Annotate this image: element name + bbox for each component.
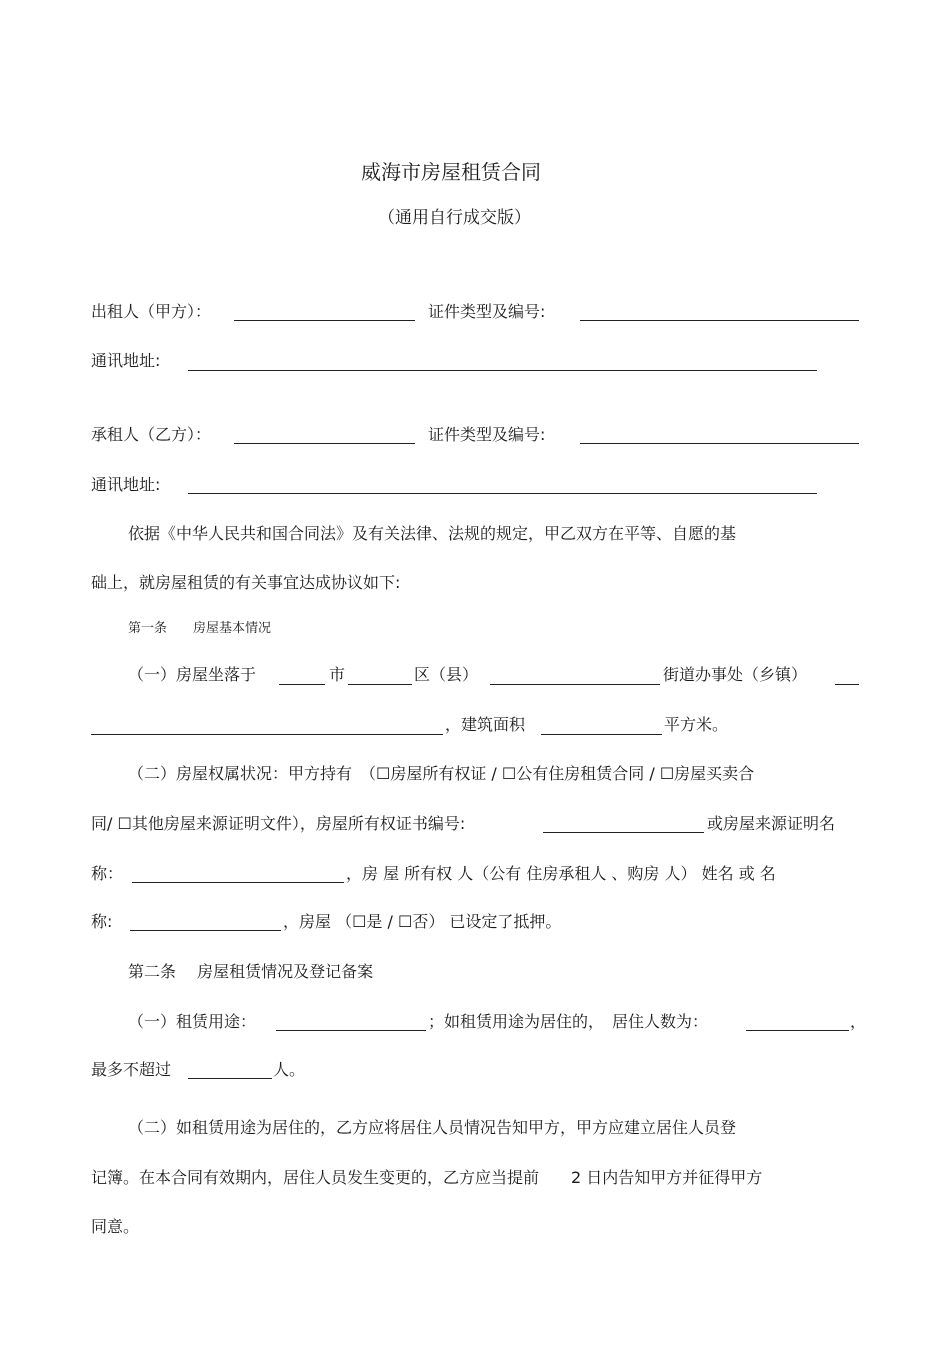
a1-district-label: 区（县）	[414, 665, 479, 684]
a1-area-unit: 平方米。	[664, 715, 729, 734]
a1-street-label: 街道办事处（乡镇）	[663, 665, 808, 684]
document-title: 威海市房屋租赁合同	[361, 160, 541, 184]
lessee-name-blank[interactable]	[234, 443, 415, 444]
a1-area-label: ，建筑面积	[445, 715, 526, 734]
certificate-number-blank[interactable]	[543, 832, 704, 833]
a1-ownership-line-1: （二）房屋权属状况：甲方持有 （☐房屋所有权证 / ☐公有住房租赁合同 / ☐房屋买卖合	[128, 764, 755, 783]
a2-comma: ，	[850, 1012, 867, 1031]
street-blank[interactable]	[490, 684, 660, 685]
owner-name-blank[interactable]	[130, 930, 281, 931]
article-1-heading: 第一条 房屋基本情况	[128, 621, 272, 636]
a1-ownership-line-2: 同/ ☐其他房屋来源证明文件），房屋所有权证书编号:	[91, 814, 466, 833]
lessor-name-blank[interactable]	[234, 320, 415, 321]
lessor-label: 出租人（甲方）：	[91, 302, 212, 321]
township-blank[interactable]	[91, 734, 443, 735]
lessee-address-blank[interactable]	[188, 493, 817, 494]
lessor-address-blank[interactable]	[188, 370, 817, 371]
lessor-id-blank[interactable]	[580, 320, 859, 321]
township-blank-tail[interactable]	[835, 684, 859, 685]
intro-line-2: 础上，就房屋租赁的有关事宜达成协议如下:	[91, 573, 401, 592]
a2-p2-line-1: （二）如租赁用途为居住的，乙方应将居住人员情况告知甲方，甲方应建立居住人员登	[128, 1118, 737, 1137]
lessor-id-label: 证件类型及编号:	[428, 302, 546, 321]
a1-ownership-source: 或房屋来源证明名	[707, 814, 836, 833]
lessee-label: 承租人（乙方）：	[91, 425, 212, 444]
residents-count-blank[interactable]	[746, 1030, 849, 1031]
intro-line-1: 依据《中华人民共和国合同法》及有关法律、法规的规定，甲乙双方在平等、自愿的基	[128, 524, 737, 543]
article-2-heading: 第二条 房屋租赁情况及登记备案	[128, 962, 374, 981]
source-name-blank[interactable]	[132, 882, 344, 883]
a1-ownership-name2-label: 称:	[91, 912, 113, 931]
a2-persons-unit: 人。	[273, 1060, 306, 1079]
a1-ownership-name-label: 称：	[91, 864, 124, 883]
area-blank[interactable]	[541, 734, 662, 735]
a2-p2-line-3: 同意。	[91, 1217, 140, 1236]
a1-mortgage: ，房屋 （☐是 / ☐否） 已设定了抵押。	[283, 912, 562, 931]
max-residents-blank[interactable]	[188, 1078, 272, 1079]
district-blank[interactable]	[348, 684, 412, 685]
a2-usage-label: （一）租赁用途：	[128, 1012, 257, 1031]
a2-residents-label: ；如租赁用途为居住的， 居住人数为：	[428, 1012, 709, 1031]
a2-max-label: 最多不超过	[91, 1060, 172, 1079]
city-blank[interactable]	[279, 684, 325, 685]
lessee-id-blank[interactable]	[580, 443, 859, 444]
lessor-address-label: 通讯地址:	[91, 351, 161, 370]
document-subtitle: （通用自行成交版）	[378, 208, 531, 228]
a1-city-label: 市	[329, 665, 346, 684]
a2-p2-line-2: 记簿。在本合同有效期内，居住人员发生变更的，乙方应当提前 2 日内告知甲方并征得甲方	[91, 1168, 763, 1187]
a1-ownership-line-3: ，房 屋 所有权 人（公有 住房承租人 、购房 人） 姓名 或 名	[346, 864, 776, 883]
lessee-address-label: 通讯地址:	[91, 475, 161, 494]
lessee-id-label: 证件类型及编号:	[428, 425, 546, 444]
usage-blank[interactable]	[276, 1030, 426, 1031]
a1-location-prefix: （一）房屋坐落于	[128, 665, 257, 684]
